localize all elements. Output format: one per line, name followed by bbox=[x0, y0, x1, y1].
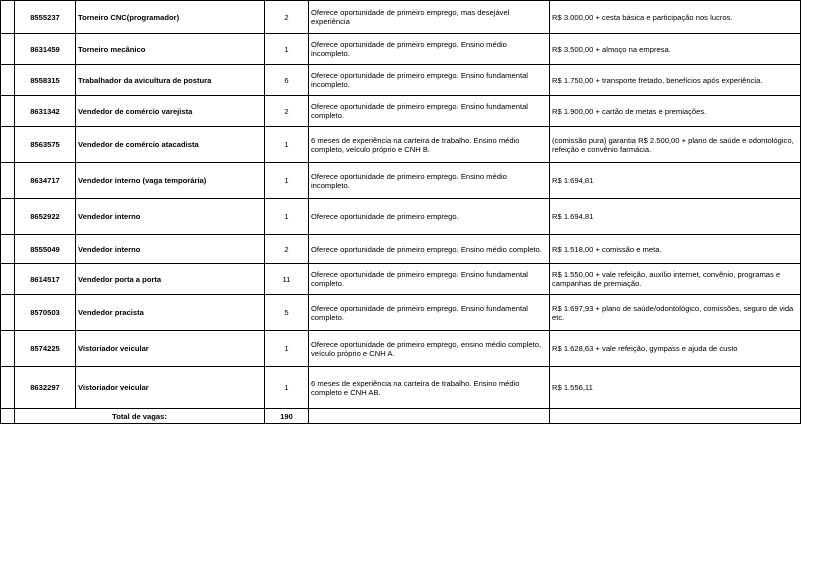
job-salary: R$ 1.697,93 + plano de saúde/odontológico, comissões, seguro de vida etc. bbox=[550, 295, 801, 331]
table-row bbox=[1, 295, 801, 331]
job-salary: R$ 1.900,00 + cartão de metas e premiações. bbox=[550, 96, 801, 127]
table-row bbox=[1, 235, 801, 264]
empty-cell bbox=[550, 409, 801, 424]
total-value: 190 bbox=[265, 409, 309, 424]
job-salary: R$ 1.556,11 bbox=[550, 367, 801, 409]
row-margin-cell bbox=[1, 235, 15, 264]
job-title: Trabalhador da avicultura de postura bbox=[76, 65, 265, 96]
row-margin-cell bbox=[1, 96, 15, 127]
job-code: 8634717 bbox=[15, 163, 76, 199]
job-requirements: Oferece oportunidade de primeiro emprego. Ensino fundamental completo. bbox=[309, 264, 550, 295]
job-code: 8558315 bbox=[15, 65, 76, 96]
job-quantity: 2 bbox=[265, 1, 309, 34]
total-row bbox=[1, 409, 801, 424]
job-requirements: 6 meses de experiência na carteira de trabalho. Ensino médio completo e CNH AB. bbox=[309, 367, 550, 409]
job-title: Vendedor pracista bbox=[76, 295, 265, 331]
job-salary: R$ 1.694,81 bbox=[550, 163, 801, 199]
job-title: Vendedor de comércio varejista bbox=[76, 96, 265, 127]
job-quantity: 1 bbox=[265, 127, 309, 163]
job-salary: R$ 1.550,00 + vale refeição, auxílio internet, convênio, programas e campanhas de premiação. bbox=[550, 264, 801, 295]
job-code: 8614517 bbox=[15, 264, 76, 295]
job-quantity: 1 bbox=[265, 34, 309, 65]
job-salary: R$ 1.628,63 + vale refeição, gympass e ajuda de custo bbox=[550, 331, 801, 367]
job-code: 8570503 bbox=[15, 295, 76, 331]
table-row bbox=[1, 65, 801, 96]
job-code: 8555049 bbox=[15, 235, 76, 264]
row-margin-cell bbox=[1, 331, 15, 367]
job-salary: R$ 1.750,00 + transporte fretado, benefícios após experiência. bbox=[550, 65, 801, 96]
job-quantity: 1 bbox=[265, 367, 309, 409]
table-row bbox=[1, 331, 801, 367]
row-margin-cell bbox=[1, 367, 15, 409]
empty-cell bbox=[309, 409, 550, 424]
job-requirements: Oferece oportunidade de primeiro emprego. Ensino fundamental completo. bbox=[309, 295, 550, 331]
row-margin-cell bbox=[1, 409, 15, 424]
row-margin-cell bbox=[1, 163, 15, 199]
row-margin-cell bbox=[1, 264, 15, 295]
job-title: Vistoriador veicular bbox=[76, 331, 265, 367]
job-code: 8555237 bbox=[15, 1, 76, 34]
row-margin-cell bbox=[1, 295, 15, 331]
table-row bbox=[1, 367, 801, 409]
job-title: Vendedor interno bbox=[76, 199, 265, 235]
job-salary: R$ 1.518,00 + comissão e meta. bbox=[550, 235, 801, 264]
job-title: Torneiro mecânico bbox=[76, 34, 265, 65]
job-requirements: Oferece oportunidade de primeiro emprego, mas desejável experiência bbox=[309, 1, 550, 34]
job-title: Vendedor de comércio atacadista bbox=[76, 127, 265, 163]
table-row bbox=[1, 1, 801, 34]
job-code: 8652922 bbox=[15, 199, 76, 235]
job-requirements: Oferece oportunidade de primeiro emprego. Ensino médio incompleto. bbox=[309, 34, 550, 65]
table-row bbox=[1, 127, 801, 163]
job-code: 8574225 bbox=[15, 331, 76, 367]
table-row bbox=[1, 264, 801, 295]
job-title: Vistoriador veicular bbox=[76, 367, 265, 409]
job-quantity: 6 bbox=[265, 65, 309, 96]
table-row bbox=[1, 199, 801, 235]
job-quantity: 1 bbox=[265, 331, 309, 367]
job-quantity: 2 bbox=[265, 96, 309, 127]
job-title: Vendedor interno (vaga temporária) bbox=[76, 163, 265, 199]
job-requirements: Oferece oportunidade de primeiro emprego. Ensino fundamental incompleto. bbox=[309, 65, 550, 96]
job-requirements: Oferece oportunidade de primeiro emprego. Ensino médio completo. bbox=[309, 235, 550, 264]
job-title: Torneiro CNC(programador) bbox=[76, 1, 265, 34]
row-margin-cell bbox=[1, 65, 15, 96]
job-quantity: 2 bbox=[265, 235, 309, 264]
row-margin-cell bbox=[1, 34, 15, 65]
table-row bbox=[1, 163, 801, 199]
job-quantity: 1 bbox=[265, 199, 309, 235]
job-requirements: Oferece oportunidade de primeiro emprego, ensino médio completo, veículo próprio e CNH A. bbox=[309, 331, 550, 367]
table-row bbox=[1, 34, 801, 65]
job-salary: R$ 3.000,00 + cesta básica e participação nos lucros. bbox=[550, 1, 801, 34]
job-code: 8631342 bbox=[15, 96, 76, 127]
row-margin-cell bbox=[1, 1, 15, 34]
job-salary: R$ 1.694,81 bbox=[550, 199, 801, 235]
job-code: 8631459 bbox=[15, 34, 76, 65]
job-requirements: Oferece oportunidade de primeiro emprego. Ensino fundamental completo. bbox=[309, 96, 550, 127]
row-margin-cell bbox=[1, 199, 15, 235]
job-rows bbox=[1, 1, 801, 424]
job-quantity: 11 bbox=[265, 264, 309, 295]
job-requirements: Oferece oportunidade de primeiro emprego. bbox=[309, 199, 550, 235]
job-code: 8563575 bbox=[15, 127, 76, 163]
job-code: 8632297 bbox=[15, 367, 76, 409]
row-margin-cell bbox=[1, 127, 15, 163]
total-label: Total de vagas: bbox=[15, 409, 265, 424]
job-quantity: 5 bbox=[265, 295, 309, 331]
job-salary: R$ 3.500,00 + almoço na empresa. bbox=[550, 34, 801, 65]
job-title: Vendedor interno bbox=[76, 235, 265, 264]
job-requirements: Oferece oportunidade de primeiro emprego. Ensino médio incompleto. bbox=[309, 163, 550, 199]
job-quantity: 1 bbox=[265, 163, 309, 199]
job-salary: (comissão pura) garantia R$ 2.500,00 + plano de saúde e odontológico, refeição e convênio farmácia. bbox=[550, 127, 801, 163]
table-row bbox=[1, 96, 801, 127]
job-requirements: 6 meses de experiência na carteira de trabalho. Ensino médio completo, veículo próprio e CNH B. bbox=[309, 127, 550, 163]
job-title: Vendedor porta a porta bbox=[76, 264, 265, 295]
